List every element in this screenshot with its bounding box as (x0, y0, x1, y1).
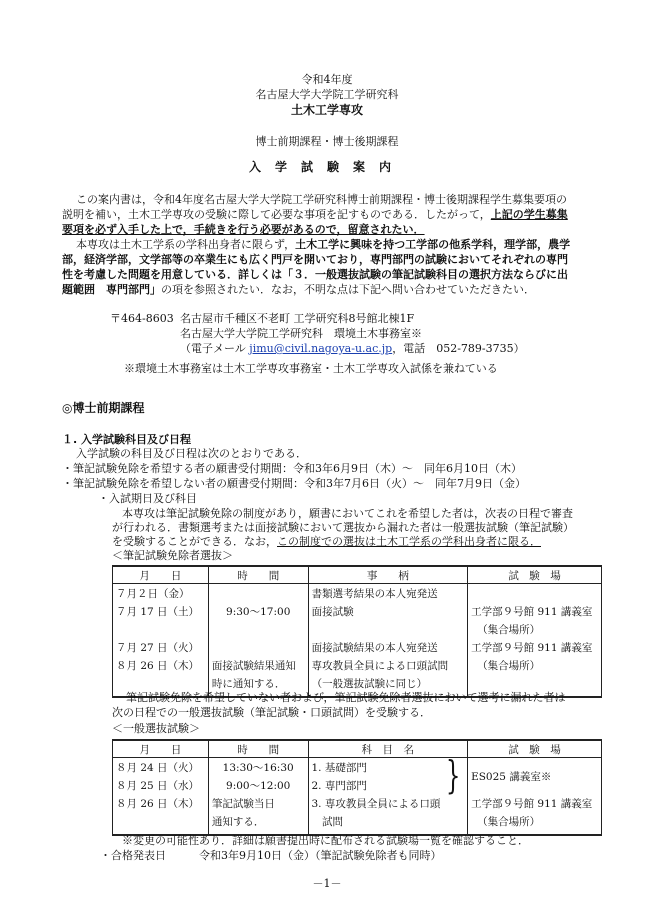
department-name: 土木工学専攻 (290, 103, 363, 117)
intro-line: 要項を必ず入手した上で，手続きを行う必要があるので，留意されたい． (62, 223, 425, 236)
col-header-subject: 科 目 名 (308, 740, 468, 758)
address: 名古屋市千種区不老町 工学研究科8号館北棟1F (180, 312, 415, 325)
page-number: －1－ (312, 877, 342, 890)
intro-line: 題範囲 専門部門」の項を参照されたい．なお，不明な点は下記へ問い合わせていただきたい． (62, 283, 535, 296)
page-title: 入学試験案内 (248, 160, 405, 174)
office-name: 名古屋大学大学院工学研究科 環境土木事務室※ (180, 327, 422, 340)
intro-line: 性を考慮した問題を用意している．詳しくは「３．一般選抜試験の筆記試験科目の選択方法ならびに出 (62, 268, 568, 281)
time-cell: 13:30～16:30 9:00～12:00 筆記試験当日 通知する． (208, 758, 308, 836)
fiscal-year: 令和4年度 (301, 73, 353, 86)
exemption-para: 本専攻は筆記試験免除の制度があり，願書においてこれを希望した者は，次表の日程で審査 (122, 507, 573, 520)
date-cell: ８月 24 日（火） ８月 25 日（水） ８月 26 日（木） (113, 758, 209, 836)
date-cell: ７月２日（金） ７月 17 日（土） ７月 27 日（火） ８月 26 日（木） (113, 584, 209, 698)
table-header-row (113, 566, 602, 584)
col-header-date: 月 日 (113, 740, 209, 758)
exemption-para: が行われる．書類選考または面接試験において選抜から漏れた者は一般選抜試験（筆記試験） (112, 521, 574, 534)
col-header-place: 試 験 場 (468, 566, 602, 584)
exempt-schedule-table (112, 565, 602, 698)
subsection-desc: 入学試験の科目及び日程は次のとおりである． (76, 447, 307, 460)
intro-line: 部，経済学部，文学部等の卒業生にも広く門戸を開いており，専門部門の試験においてそれぞれの専門 (62, 253, 568, 266)
table2-caption: ＜一般選抜試験＞ (112, 722, 200, 735)
col-header-matter: 事 柄 (308, 566, 468, 584)
intro-line: この案内書は，令和4年度名古屋大学大学院工学研究科博士前期課程・博士後期課程学生募集要項の (76, 193, 567, 206)
place-cell: ES025 講義室※ 工学部９号館 911 講義室 （集合場所） (468, 758, 602, 836)
email-link[interactable]: jimu@civil.nagoya-u.ac.jp (249, 342, 393, 355)
general-schedule-table (112, 739, 602, 836)
col-header-date: 月 日 (113, 566, 209, 584)
bullet-exempt-period: ・筆記試験免除を希望する者の願書受付期間：令和3年6月9日（木）～ 同年6月10日（木） (62, 462, 522, 475)
contact-line: （電子メール jimu@civil.nagoya-u.ac.jp，電話 052-789-3735） (180, 342, 525, 355)
exemption-para: を受験することができる．なお，この制度での選抜は土木工学系の学科出身者に限る． (112, 535, 541, 548)
office-note: ※環境土木事務室は土木工学専攻事務室・土木工学専攻入試係を兼ねている (124, 362, 498, 375)
col-header-time: 時 間 (208, 566, 308, 584)
table-row (113, 584, 602, 698)
bullet-dates-subjects: ・入試期日及び科目 (98, 492, 197, 505)
subject-cell: 1. 基礎部門 2. 専門部門 3. 専攻教員全員による口頭 試問 } (308, 758, 468, 836)
table-header-row (113, 740, 602, 758)
courses: 博士前期課程・博士後期課程 (255, 135, 399, 148)
school-name: 名古屋大学大学院工学研究科 (255, 88, 399, 101)
intro-line: 本専攻は土木工学系の学科出身者に限らず，土木工学に興味を持つ工学部の他系学科，理学部，農学 (76, 238, 571, 251)
change-note: ※変更の可能性あり．詳細は願書提出時に配布される試験場一覧を確認すること． (122, 834, 529, 847)
subsection-heading: １. 入学試験科目及び日程 (62, 433, 192, 446)
brace-icon: } (445, 753, 461, 797)
result-date: ・合格発表日 令和3年9月10日（金）（筆記試験免除者も同時） (100, 849, 442, 862)
bullet-general-period: ・筆記試験免除を希望しない者の願書受付期間：令和3年7月6日（火）～ 同年7月9日（金） (62, 477, 526, 490)
col-header-place: 試 験 場 (468, 740, 602, 758)
general-intro: 次の日程での一般選抜試験（筆記試験・口頭試問）を受験する． (112, 706, 431, 719)
table1-caption: ＜筆記試験免除者選抜＞ (112, 549, 233, 562)
section-heading: ◎博士前期課程 (62, 401, 145, 415)
matter-cell: 書類選考結果の本人宛発送 面接試験 面接試験結果の本人宛発送 専攻教員全員による口頭試問 （一般選抜試験に同じ） (308, 584, 468, 698)
general-intro: 筆記試験免除を希望していない者および，筆記試験免除者選抜において選考に漏れた者は (126, 691, 566, 704)
postal-code: 〒464-8603 (110, 312, 174, 325)
place-cell: 工学部９号館 911 講義室 （集合場所） 工学部９号館 911 講義室 （集合場所） (468, 584, 602, 698)
table-row (113, 758, 602, 836)
time-cell: 9:30～17:00 面接試験結果通知 時に通知する． (208, 584, 308, 698)
col-header-time: 時 間 (208, 740, 308, 758)
intro-line: 説明を補い，土木工学専攻の受験に際して必要な事項を記すものである．したがって，上記の学生募集 (62, 208, 568, 221)
